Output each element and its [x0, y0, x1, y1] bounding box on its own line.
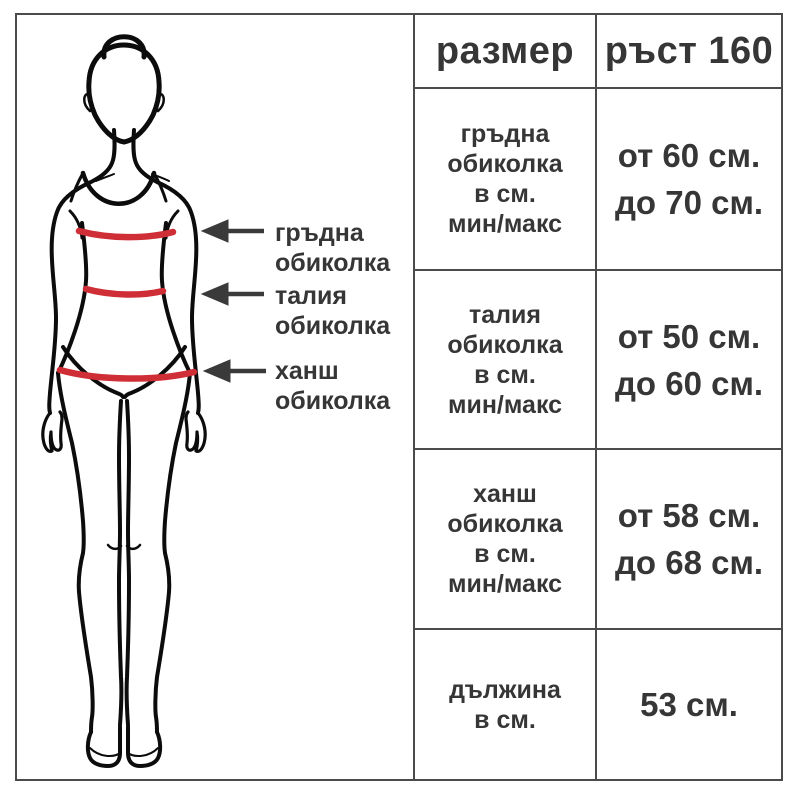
header-cell-size: размер	[435, 29, 575, 72]
hip-measurement-line	[60, 370, 194, 379]
table-row-length	[415, 628, 781, 779]
chest-arrow-icon	[202, 220, 264, 242]
right-torso-side	[162, 223, 190, 373]
row-value-cell: от 58 см. до 68 см.	[595, 450, 781, 628]
right-leg-inner	[127, 401, 129, 725]
measure-label-chest-line1: гръдна	[275, 219, 364, 247]
measure-label-hips-line1: ханш	[275, 357, 339, 385]
left-leg-inner	[119, 401, 121, 725]
left-foot	[88, 727, 120, 766]
row-value-cell: от 50 см. до 60 см.	[595, 271, 781, 448]
measure-label-waist	[275, 281, 390, 341]
left-hand	[43, 412, 62, 451]
measure-label-waist-line1: талия	[275, 282, 347, 310]
measure-label-chest	[275, 218, 390, 278]
left-torso-side	[58, 223, 86, 373]
row-value-cell: от 60 см. до 70 см.	[595, 89, 781, 269]
left-leg-outer	[58, 373, 93, 732]
briefs-right-line	[125, 347, 185, 397]
header-cell-height: ръст 160	[595, 15, 781, 87]
waist-arrow-icon	[202, 283, 264, 305]
table-header-row	[415, 15, 781, 87]
table-row-chest	[415, 87, 781, 269]
measure-label-chest-line2: обиколка	[275, 249, 391, 277]
chart-frame	[15, 13, 783, 781]
left-instep-line	[90, 748, 120, 756]
head-outline	[89, 45, 159, 142]
table-row-waist	[415, 269, 781, 448]
row-value-cell: 53 см.	[595, 630, 781, 779]
measure-label-hips	[275, 356, 390, 416]
right-instep-line	[128, 748, 158, 756]
chest-measurement-line	[79, 231, 173, 237]
tank-top-neckline	[83, 173, 154, 204]
row-label-cell: талия обиколка в см. мин/макс	[447, 300, 563, 419]
size-table	[413, 15, 781, 779]
right-foot	[128, 727, 160, 766]
measure-label-hips-line2: обиколка	[275, 387, 391, 415]
measure-label-waist-line2: обиколка	[275, 312, 391, 340]
row-label-cell: гръдна обиколка в см. мин/макс	[447, 120, 563, 238]
waist-measurement-line	[86, 289, 163, 295]
hip-arrow-icon	[204, 360, 266, 382]
right-hand	[186, 412, 205, 451]
row-label-cell: дължина в см.	[449, 675, 561, 734]
table-row-hips	[415, 448, 781, 628]
right-leg-outer	[155, 373, 190, 732]
figure-panel	[17, 15, 413, 779]
row-label-cell: ханш обиколка в см. мин/макс	[447, 480, 563, 598]
